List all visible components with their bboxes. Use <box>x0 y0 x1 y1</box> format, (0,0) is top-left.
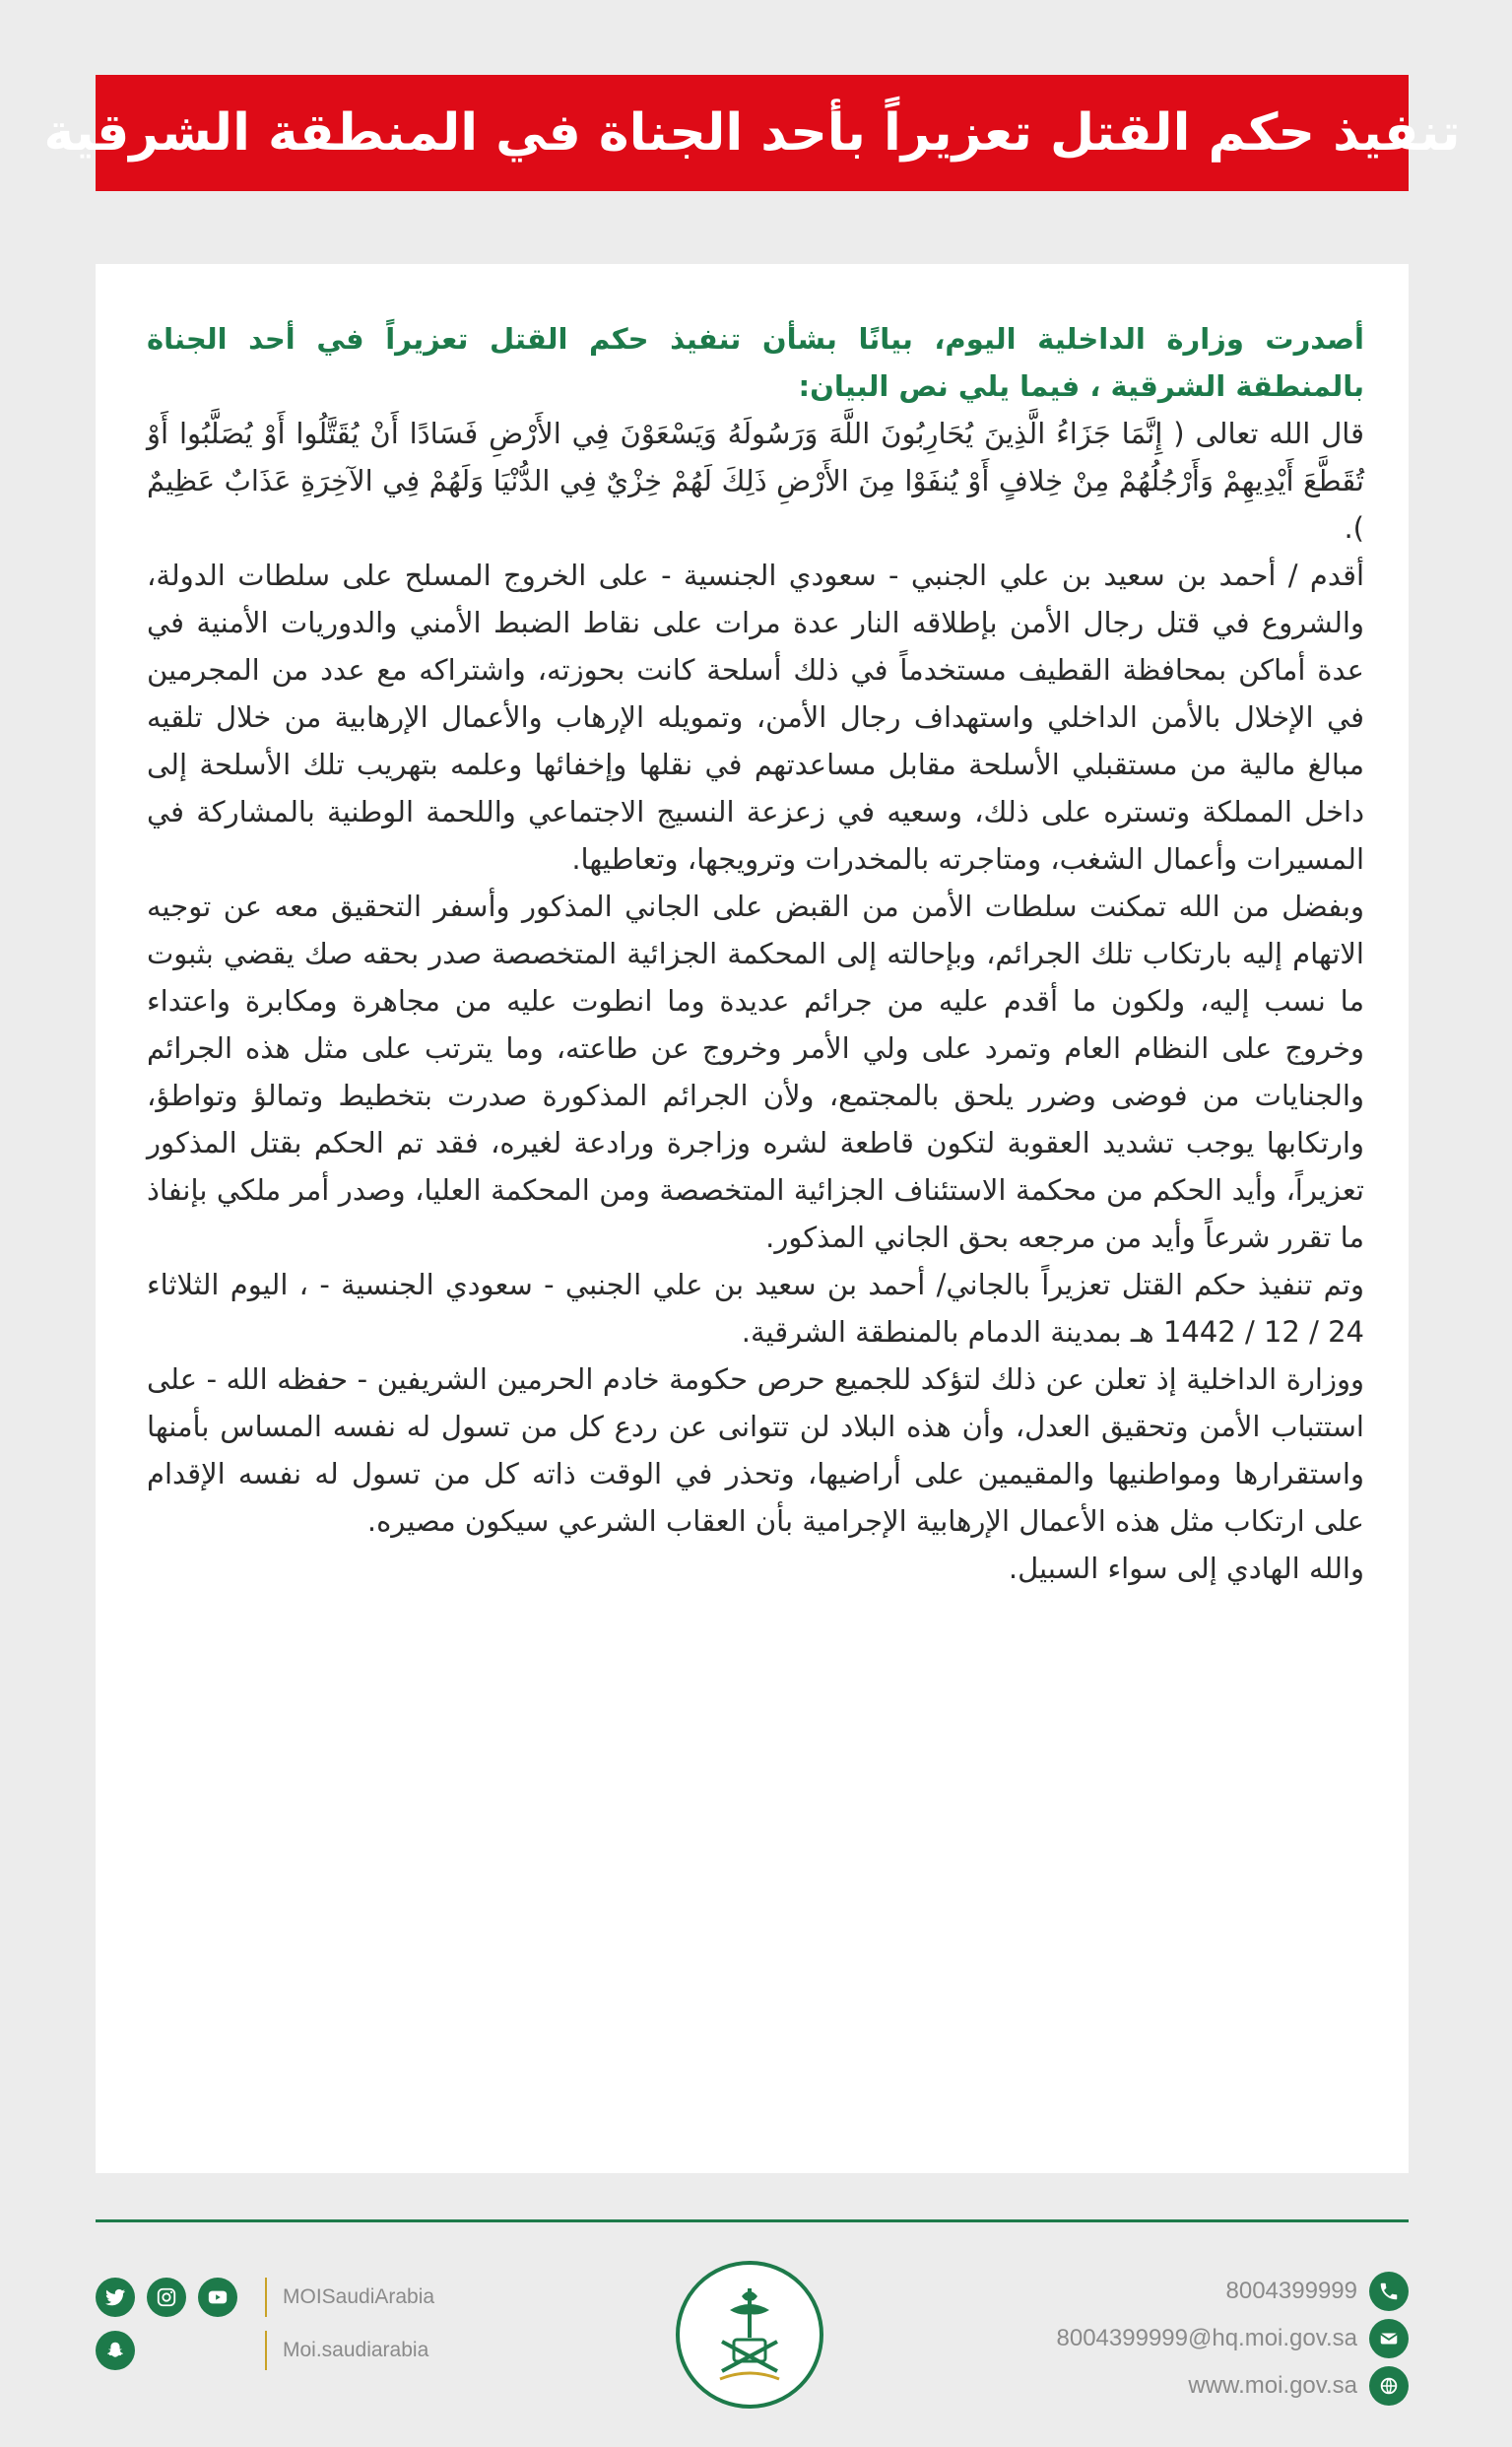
contact-info <box>995 2266 1409 2414</box>
website-icon <box>1369 2366 1409 2406</box>
paragraph-3: وتم تنفيذ حكم القتل تعزيراً بالجاني/ أحمد بن سعيد بن علي الجنبي - سعودي الجنسية - ، اليوم الثلاثاء 24 / 12 / 1442 هـ بمدينة الدمام بالمنطقة الشرقية. <box>147 1268 1364 1349</box>
snapchat-icon[interactable] <box>96 2331 135 2370</box>
email-icon <box>1369 2319 1409 2358</box>
youtube-icon[interactable] <box>198 2278 237 2317</box>
quran-verse: قال الله تعالى ( إِنَّمَا جَزَاءُ الَّذِينَ يُحَارِبُونَ اللَّهَ وَرَسُولَهُ وَيَسْعَوْنَ فِي الأَرْضِ فَسَادًا أَنْ يُقَتَّلُوا أَوْ يُصَلَّبُوا أَوْ تُقَطَّعَ أَيْدِيهِمْ وَأَرْجُلُهُمْ مِنْ خِلافٍ أَوْ يُنفَوْا مِنَ الأَرْضِ ذَلِكَ لَهُمْ خِزْيٌ فِي الدُّنْيَا وَلَهُمْ فِي الآخِرَةِ عَذَابٌ عَظِيمٌ ). <box>147 417 1364 545</box>
social-separator <box>265 2331 267 2370</box>
instagram-icon[interactable] <box>147 2278 186 2317</box>
footer-divider <box>96 2219 1409 2222</box>
intro-paragraph: أصدرت وزارة الداخلية اليوم، بيانًا بشأن تنفيذ حكم القتل تعزيراً في أحد الجناة بالمنطقة الشرقية ، فيما يلي نص البيان: <box>147 322 1364 403</box>
social-handle-snapchat[interactable]: Moi.saudiarabia <box>283 2339 429 2361</box>
page-title: تنفيذ حكم القتل تعزيراً بأحد الجناة في المنطقة الشرقية <box>43 103 1461 163</box>
title-banner <box>43 75 1461 191</box>
paragraph-1: أقدم / أحمد بن سعيد بن علي الجنبي - سعودي الجنسية - على الخروج المسلح على سلطات الدولة، والشروع في قتل رجال الأمن بإطلاقه النار عدة مرات على نقاط الضبط الأمني والدوريات الأمنية في عدة أماكن بمحافظة القطيف مستخدماً في ذلك أسلحة كانت بحوزته، واشتراكه مع عدد من المجرمين في الإخلال بالأمن الداخلي واستهداف رجال الأمن، وتمويله الإرهاب والأعمال الإرهابية من خلال تلقيه مبالغ مالية من مستقبلي الأسلحة مقابل مساعدتهم في نقلها وإخفائها وعلمه بتهريب تلك الأسلحة إلى داخل المملكة وتستره على ذلك، وسعيه في زعزعة النسيج الاجتماعي واللحمة الوطنية بالمشاركة في المسيرات وأعمال الشغب، ومتاجرته بالمخدرات وترويجها، وتعاطيها. <box>147 559 1364 876</box>
paragraph-2: وبفضل من الله تمكنت سلطات الأمن من القبض على الجاني المذكور وأسفر التحقيق معه عن توجيه الاتهام إليه بارتكاب تلك الجرائم، وبإحالته إلى المحكمة الجزائية المتخصصة صدر بحقه صك يقضي بثبوت ما نسب إليه، ولكون ما أقدم عليه من جرائم عديدة وما انطوت عليه من مجاهرة ومكابرة واعتداء وخروج على النظام العام وتمرد على ولي الأمر وخروج عن طاعته، وما يترتب على مثل هذه الجرائم والجنايات من فوضى وضرر يلحق بالمجتمع، ولأن الجرائم المذكورة صدرت بتخطيط وتمالؤ وتواطؤ، وارتكابها يوجب تشديد العقوبة لتكون قاطعة لشره وزاجرة ورادعة لغيره، فقد تم الحكم بقتل المذكور تعزيراً، وأيد الحكم من محكمة الاستئناف الجزائية المتخصصة ومن المحكمة العليا، وصدر أمر ملكي بإنفاذ ما تقرر شرعاً وأيد من مرجعه بحق الجاني المذكور. <box>147 890 1364 1254</box>
social-links <box>96 2266 509 2414</box>
ministry-emblem <box>676 2261 823 2409</box>
social-handle-twitter[interactable]: MOISaudiArabia <box>283 2285 435 2308</box>
paragraph-4: ووزارة الداخلية إذ تعلن عن ذلك لتؤكد للجميع حرص حكومة خادم الحرمين الشريفين - حفظه الله - على استتباب الأمن وتحقيق العدل، وأن هذه البلاد لن تتوانى عن ردع كل من تسول له نفسه المساس بأمنها واستقرارها ومواطنيها والمقيمين على أراضيها، وتحذر في الوقت ذاته كل من تسول له نفسه الإقدام على ارتكاب مثل هذه الأعمال الإرهابية الإجرامية بأن العقاب الشرعي سيكون مصيره. <box>147 1362 1364 1538</box>
statement-body <box>147 315 1364 1592</box>
phone-icon <box>1369 2272 1409 2311</box>
statement-panel <box>96 264 1409 2173</box>
website-link[interactable]: www.moi.gov.sa <box>1188 2372 1357 2399</box>
phone-number[interactable]: 8004399999 <box>1225 2278 1357 2304</box>
social-separator <box>265 2278 267 2317</box>
twitter-icon[interactable] <box>96 2278 135 2317</box>
paragraph-5: والله الهادي إلى سواء السبيل. <box>1008 1552 1364 1585</box>
email-address[interactable]: 8004399999@hq.moi.gov.sa <box>1056 2325 1357 2351</box>
